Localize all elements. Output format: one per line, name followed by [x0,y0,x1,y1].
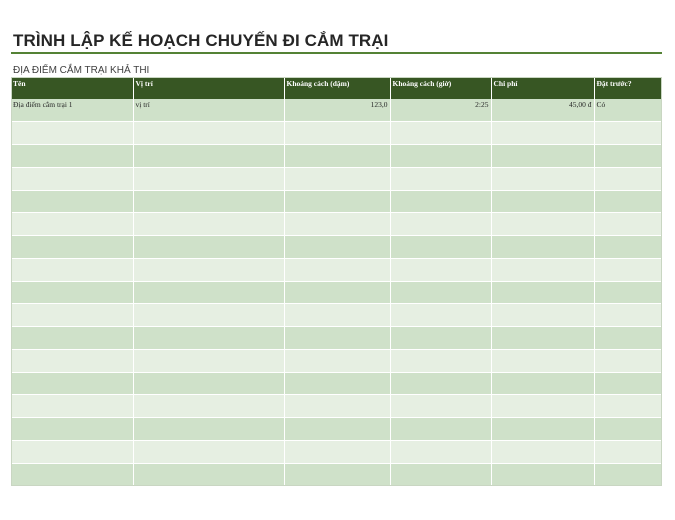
cell-reservation[interactable] [594,327,662,350]
header-distance-miles[interactable]: Khoảng cách (dặm) [284,77,390,99]
header-reservation[interactable]: Đặt trước? [594,77,662,99]
cell-name[interactable] [11,372,133,395]
table-row [11,167,662,190]
cell-distance-miles[interactable] [284,145,390,168]
table-row [11,395,662,418]
cell-name[interactable] [11,236,133,259]
cell-reservation[interactable] [594,167,662,190]
cell-location[interactable] [133,327,284,350]
cell-cost[interactable] [491,145,594,168]
cell-distance-miles[interactable] [284,395,390,418]
cell-cost[interactable] [491,190,594,213]
cell-location[interactable] [133,463,284,486]
cell-distance-miles[interactable] [284,236,390,259]
header-location[interactable]: Vị trí [133,77,284,99]
cell-name[interactable] [11,418,133,441]
table-row [11,213,662,236]
cell-reservation[interactable] [594,395,662,418]
cell-distance-hours[interactable]: 2:25 [390,99,491,122]
cell-cost[interactable] [491,281,594,304]
cell-distance-hours[interactable] [390,258,491,281]
cell-distance-hours[interactable] [390,167,491,190]
page-title: TRÌNH LẬP KẾ HOẠCH CHUYẾN ĐI CẮM TRẠI [13,31,389,50]
cell-cost[interactable] [491,418,594,441]
cell-reservation[interactable] [594,236,662,259]
cell-reservation[interactable] [594,213,662,236]
cell-distance-miles[interactable] [284,418,390,441]
cell-distance-miles[interactable] [284,122,390,145]
cell-name[interactable] [11,304,133,327]
campsite-table [11,77,662,486]
cell-distance-hours[interactable] [390,122,491,145]
table-row [11,145,662,168]
table-row [11,258,662,281]
cell-distance-miles[interactable]: 123,0 [284,99,390,122]
cell-location[interactable] [133,236,284,259]
cell-location[interactable] [133,258,284,281]
cell-distance-miles[interactable] [284,372,390,395]
cell-cost[interactable] [491,122,594,145]
cell-cost[interactable] [491,258,594,281]
cell-reservation[interactable] [594,440,662,463]
cell-name[interactable] [11,145,133,168]
cell-name[interactable] [11,213,133,236]
table-row [11,372,662,395]
cell-distance-miles[interactable] [284,304,390,327]
cell-reservation[interactable] [594,281,662,304]
table-header-row [11,77,662,99]
cell-cost[interactable] [491,372,594,395]
cell-distance-miles[interactable] [284,281,390,304]
cell-name[interactable] [11,395,133,418]
cell-reservation[interactable] [594,304,662,327]
cell-location[interactable] [133,281,284,304]
cell-distance-hours[interactable] [390,213,491,236]
cell-name[interactable]: Địa điểm cắm trại 1 [11,99,133,122]
cell-distance-hours[interactable] [390,281,491,304]
cell-name[interactable] [11,122,133,145]
table-row [11,440,662,463]
cell-reservation[interactable] [594,190,662,213]
title-underline [11,52,662,54]
cell-location[interactable]: vị trí [133,99,284,122]
table-row [11,418,662,441]
cell-distance-miles[interactable] [284,349,390,372]
table-row [11,236,662,259]
cell-cost[interactable] [491,349,594,372]
cell-location[interactable] [133,304,284,327]
table-row [11,122,662,145]
cell-distance-hours[interactable] [390,418,491,441]
cell-distance-miles[interactable] [284,327,390,350]
cell-cost[interactable] [491,167,594,190]
cell-location[interactable] [133,145,284,168]
cell-reservation[interactable] [594,372,662,395]
cell-name[interactable] [11,281,133,304]
cell-distance-miles[interactable] [284,167,390,190]
cell-distance-miles[interactable] [284,440,390,463]
cell-location[interactable] [133,167,284,190]
section-subtitle: ĐỊA ĐIỂM CẮM TRẠI KHẢ THI [13,65,150,76]
table-row [11,190,662,213]
cell-distance-miles[interactable] [284,190,390,213]
cell-distance-hours[interactable] [390,372,491,395]
cell-cost[interactable]: 45,00 đ [491,99,594,122]
cell-distance-hours[interactable] [390,395,491,418]
cell-cost[interactable] [491,213,594,236]
cell-name[interactable] [11,440,133,463]
cell-location[interactable] [133,440,284,463]
cell-distance-miles[interactable] [284,258,390,281]
cell-location[interactable] [133,395,284,418]
cell-name[interactable] [11,327,133,350]
cell-name[interactable] [11,258,133,281]
cell-cost[interactable] [491,304,594,327]
cell-cost[interactable] [491,463,594,486]
cell-reservation[interactable] [594,145,662,168]
cell-reservation[interactable] [594,349,662,372]
cell-distance-hours[interactable] [390,463,491,486]
cell-location[interactable] [133,190,284,213]
cell-distance-hours[interactable] [390,236,491,259]
cell-distance-hours[interactable] [390,190,491,213]
cell-location[interactable] [133,372,284,395]
table-row [11,99,662,122]
cell-name[interactable] [11,463,133,486]
cell-cost[interactable] [491,440,594,463]
cell-reservation[interactable] [594,122,662,145]
table-body [11,99,662,486]
cell-cost[interactable] [491,236,594,259]
cell-name[interactable] [11,349,133,372]
cell-reservation[interactable] [594,463,662,486]
cell-distance-hours[interactable] [390,440,491,463]
table-row [11,304,662,327]
cell-location[interactable] [133,349,284,372]
cell-reservation[interactable] [594,418,662,441]
cell-distance-hours[interactable] [390,327,491,350]
cell-location[interactable] [133,213,284,236]
table-row [11,349,662,372]
cell-location[interactable] [133,418,284,441]
cell-distance-miles[interactable] [284,463,390,486]
cell-location[interactable] [133,122,284,145]
table-row [11,463,662,486]
cell-name[interactable] [11,190,133,213]
cell-cost[interactable] [491,327,594,350]
header-name[interactable]: Tên [11,77,133,99]
header-cost[interactable]: Chi phí [491,77,594,99]
header-distance-hours[interactable]: Khoảng cách (giờ) [390,77,491,99]
cell-reservation[interactable] [594,258,662,281]
cell-distance-miles[interactable] [284,213,390,236]
table-row [11,281,662,304]
cell-name[interactable] [11,167,133,190]
cell-distance-hours[interactable] [390,349,491,372]
cell-reservation[interactable]: Có [594,99,662,122]
cell-distance-hours[interactable] [390,304,491,327]
cell-cost[interactable] [491,395,594,418]
table-row [11,327,662,350]
cell-distance-hours[interactable] [390,145,491,168]
